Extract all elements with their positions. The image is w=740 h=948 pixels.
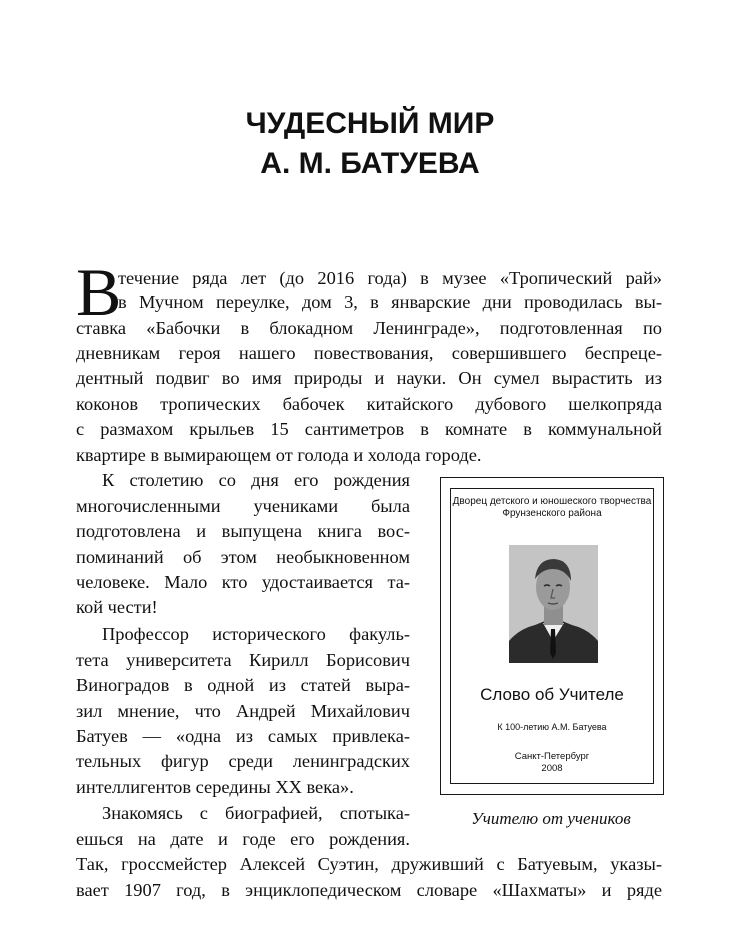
cover-organization-line-1: Дворец детского и юношеского творчества <box>452 496 652 507</box>
text-line: подготовлена и выпущена книга вос- <box>76 521 410 541</box>
text-line: тельных фигур среди ленинградских <box>76 751 410 771</box>
text-line: поминаний об этом необыкновенном <box>76 547 410 567</box>
chapter-title <box>0 104 740 184</box>
text-line: дентный подвиг во имя природы и науки. Он сумел вырастить из <box>76 368 662 388</box>
cover-organization-line-2: Фрунзенского района <box>502 508 602 519</box>
text-line: тета университета Кирилл Борисович <box>76 650 410 670</box>
drop-cap: В <box>76 254 122 330</box>
text-line: с размахом крыльев 15 сантиметров в комнате в коммунальной <box>76 419 662 439</box>
text-line: Знакомясь с биографией, спотыка- <box>102 803 410 823</box>
text-line: К столетию со дня его рождения <box>102 470 410 490</box>
text-line: Профессор исторического факуль- <box>102 624 410 644</box>
text-line: многочисленными учениками была <box>76 496 410 516</box>
text-line: квартире в вымирающем от голода и холода городе. <box>76 445 482 465</box>
chapter-title-line-1: ЧУДЕСНЫЙ МИР <box>245 107 495 140</box>
cover-subtitle: К 100-летию А.М. Батуева <box>497 722 607 732</box>
text-line: вает 1907 год, в энциклопедическом словаре «Шахматы» и ряде <box>76 880 662 900</box>
book-cover-figure <box>440 477 664 795</box>
portrait-image <box>509 545 598 663</box>
text-line: зил мнение, что Андрей Михайлович <box>76 701 410 721</box>
text-line: ставка «Бабочки в блокадном Ленинграде», подготовленная по <box>76 318 662 338</box>
text-line: человеке. Мало кто удостаивается та- <box>76 572 410 592</box>
text-line: Так, гроссмейстер Алексей Суэтин, друживший с Батуевым, указы- <box>76 854 662 874</box>
text-line: дневникам героя нашего повествования, совершившего беспреце- <box>76 343 662 363</box>
figure-caption: Учителю от учеников <box>471 809 631 828</box>
cover-title: Слово об Учителе <box>480 685 624 704</box>
text-line: кой чести! <box>76 597 158 617</box>
book-cover-frame <box>450 488 654 784</box>
text-line: в Мучном переулке, дом 3, в январские дни проводилась вы- <box>118 292 662 312</box>
chapter-title-line-2: А. М. БАТУЕВА <box>260 147 480 180</box>
text-line: Батуев — «одна из самых привлека- <box>76 726 410 746</box>
portrait-photo <box>509 545 598 663</box>
cover-city: Санкт-Петербург <box>514 751 590 762</box>
cover-year: 2008 <box>541 763 563 774</box>
cover-organization <box>451 496 653 520</box>
cover-imprint <box>451 751 653 775</box>
text-line: ешься на дате и годе его рождения. <box>76 829 410 849</box>
text-line: интеллигентов середины XX века». <box>76 777 354 797</box>
text-line: течение ряда лет (до 2016 года) в музее «Тропический рай» <box>118 268 662 288</box>
text-line: коконов тропических бабочек китайского дубового шелкопряда <box>76 394 662 414</box>
text-line: Виноградов в одной из статей выра- <box>76 675 410 695</box>
